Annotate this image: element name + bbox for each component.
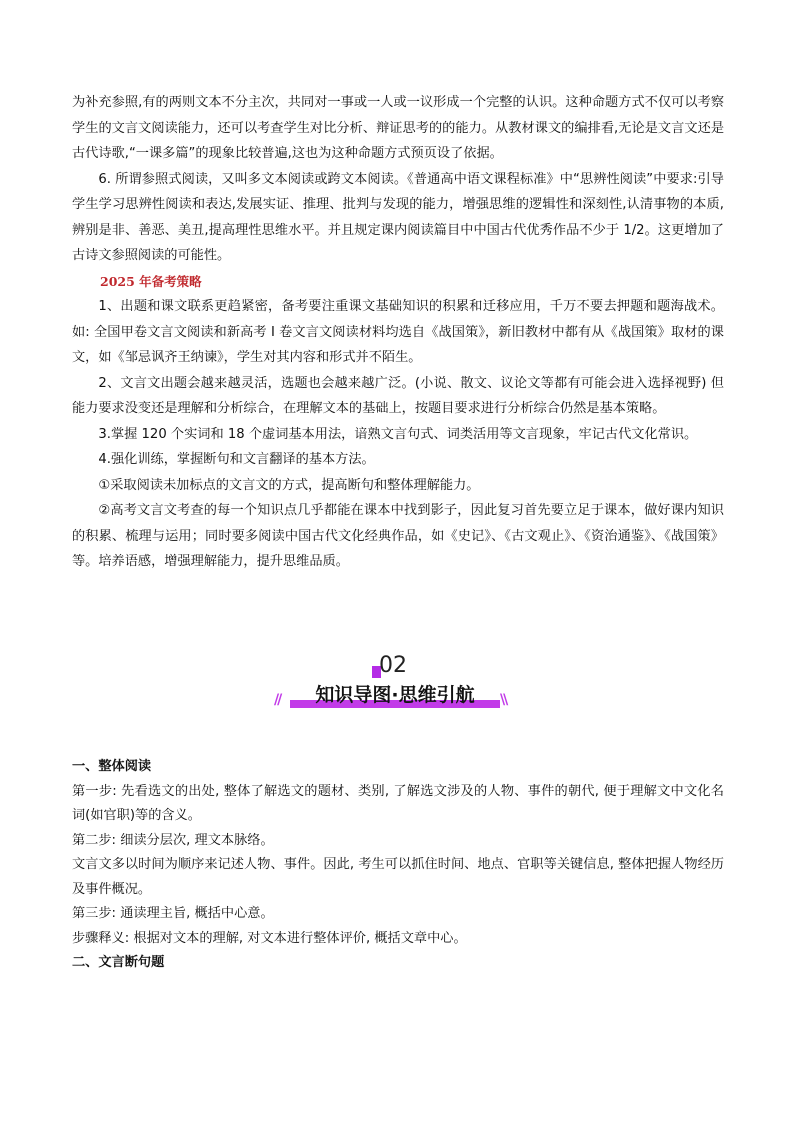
heading-overall-reading: 一、整体阅读: [72, 759, 152, 774]
upper-body: [72, 90, 724, 575]
strategy-item-1: 1、出题和课文联系更趋紧密，备考要注重课文基础知识的积累和迁移应用，千万不要去押题和题海战术。如: 全国甲卷文言文阅读和新高考 I 卷文言文阅读材料均选自《战国策》，新旧教材中都有从《战国策》取材的课文，如《邹忌讽齐王纳谏》，学生对其内容和形式并不陌生。: [72, 299, 724, 365]
lower-body: [72, 755, 724, 976]
strategy-heading: 2025 年备考策略: [100, 273, 202, 289]
slash-decoration-right: \\: [500, 692, 507, 708]
step-2: 第二步: 细读分层次, 理文本脉络。: [72, 832, 274, 848]
slash-decoration-left: //: [274, 692, 281, 708]
step-1: 第一步: 先看选文的出处, 整体了解选文的题材、类别, 了解选文涉及的人物、事件的朝代, 便于理解文中文化名词(如官职)等的含义。: [72, 783, 724, 823]
section-banner: [0, 652, 794, 716]
section-number: 02: [379, 653, 407, 678]
step-2-detail: 文言文多以时间为顺序来记述人物、事件。因此, 考生可以抓住时间、地点、官职等关键信息, 整体把握人物经历及事件概况。: [72, 857, 724, 897]
step-explanation: 步骤释义: 根据对文本的理解, 对文本进行整体评价, 概括文章中心。: [72, 930, 467, 946]
paragraph-continuation: 为补充参照,有的两则文本不分主次，共同对一事或一人或一议形成一个完整的认识。这种命题方式不仅可以考察学生的文言文阅读能力，还可以考查学生对比分析、辩证思考的的能力。从教材课文的编排看,无论是文言文还是古代诗歌,“一课多篇”的现象比较普遍,这也为这种命题方式预页设了依据。: [72, 95, 724, 161]
strategy-item-4: 4.强化训练，掌握断句和文言翻译的基本方法。: [98, 452, 375, 467]
section-title: 知识导图·思维引航: [315, 684, 475, 706]
strategy-item-3: 3.掌握 120 个实词和 18 个虚词基本用法，谙熟文言句式、词类活用等文言现象，牢记古代文化常识。: [98, 426, 698, 442]
strategy-sub-item-1: ①采取阅读未加标点的文言文的方式，提高断句和整体理解能力。: [98, 477, 480, 493]
paragraph-item-6: 6. 所谓参照式阅读，又叫多文本阅读或跨文本阅读。《普通高中语文课程标准》中“思辨性阅读”中要求:引导学生学习思辨性阅读和表达,发展实证、推理、批判与发现的能力，增强思维的逻辑性和深刻性,认清事物的本质,辨别是非、善恶、美丑,提高理性思维水平。并且规定课内阅读篇目中中国古代优秀作品不少于 1/2。这更增加了古诗文参照阅读的可能性。: [72, 171, 724, 263]
step-3: 第三步: 通读理主旨, 概括中心意。: [72, 906, 274, 921]
strategy-sub-item-2: ②高考文言文考查的每一个知识点几乎都能在课本中找到影子，因此复习首先要立足于课本，做好课内知识的积累、梳理与运用；同时要多阅读中国古代文化经典作品，如《史记》、《古文观止》、《资治通鉴》、《战国策》等。培养语感，增强理解能力，提升思维品质。: [72, 503, 724, 569]
strategy-item-2: 2、文言文出题会越来越灵活，选题也会越来越广泛。(小说、散文、议论文等都有可能会进入选择视野) 但能力要求没变还是理解和分析综合，在理解文本的基础上，按题目要求进行分析综合仍然是基本策略。: [72, 375, 724, 416]
heading-sentence-breaking: 二、文言断句题: [72, 955, 165, 970]
